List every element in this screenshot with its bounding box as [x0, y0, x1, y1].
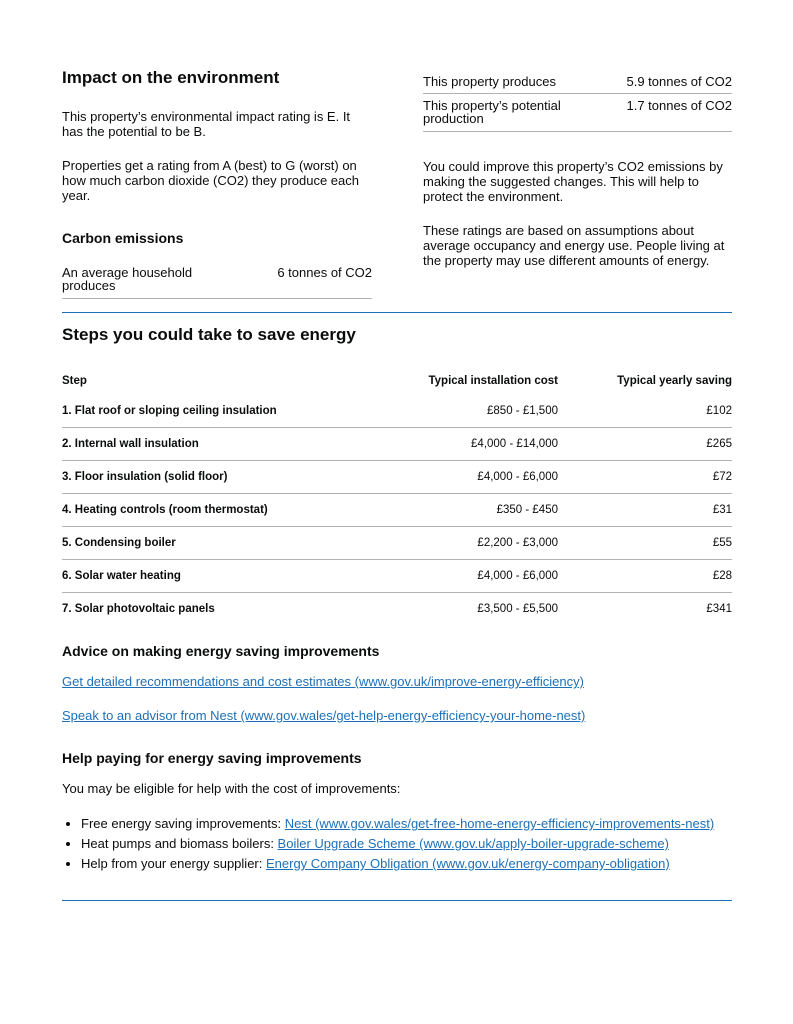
yearly-saving: £341 [706, 603, 732, 615]
impact-heading: Impact on the environment [62, 68, 280, 87]
impact-rating-text: This property’s environmental impact rating is E. It has the potential to be B. [62, 109, 351, 139]
advice-heading: Advice on making energy saving improvements [62, 643, 380, 659]
yearly-saving: £265 [706, 438, 732, 450]
yearly-saving: £102 [706, 405, 732, 417]
step-column-header: Step [62, 375, 87, 387]
yearly-saving: £31 [712, 504, 732, 516]
step-name: 6. Solar water heating [62, 570, 181, 582]
installation-cost: £350 - £450 [496, 504, 558, 516]
environment-impact-section [62, 68, 732, 308]
installation-cost: £3,500 - £5,500 [477, 603, 558, 615]
table-row [62, 395, 732, 428]
help-list [62, 814, 732, 874]
energy-company-obligation-link[interactable]: Energy Company Obligation (www.gov.uk/energy-company-obligation) [265, 856, 670, 871]
list-item [81, 834, 732, 854]
recommendations-link[interactable]: Get detailed recommendations and cost estimates (www.gov.uk/improve-energy-efficiency) [62, 674, 584, 689]
table-row [62, 527, 732, 560]
help-paying-heading: Help paying for energy saving improvements [62, 750, 362, 766]
yearly-saving: £28 [712, 570, 732, 582]
help-intro-text: You may be eligible for help with the cost of improvements: [62, 781, 401, 796]
average-household-value: 6 tonnes of CO2 [277, 265, 372, 280]
property-produces-label: This property produces [423, 74, 556, 89]
step-name: 5. Condensing boiler [62, 537, 176, 549]
installation-cost: £2,200 - £3,000 [477, 537, 558, 549]
nest-advisor-link[interactable]: Speak to an advisor from Nest (www.gov.wales/get-help-energy-efficiency-your-home-nest) [62, 708, 586, 723]
bottom-divider [62, 900, 732, 901]
step-name: 4. Heating controls (room thermostat) [62, 504, 268, 516]
installation-cost: £4,000 - £6,000 [477, 471, 558, 483]
property-produces-row [423, 75, 732, 94]
installation-cost: £850 - £1,500 [487, 405, 558, 417]
table-row [62, 494, 732, 527]
boiler-upgrade-link[interactable]: Boiler Upgrade Scheme (www.gov.uk/apply-boiler-upgrade-scheme) [277, 836, 669, 851]
installation-cost: £4,000 - £6,000 [477, 570, 558, 582]
steps-heading: Steps you could take to save energy [62, 325, 356, 344]
cost-column-header: Typical installation cost [428, 375, 558, 387]
potential-production-value: 1.7 tonnes of CO2 [626, 98, 732, 113]
steps-table [62, 367, 732, 625]
nest-improvements-link[interactable]: Nest (www.gov.wales/get-free-home-energy-efficiency-improvements-nest) [284, 816, 715, 831]
yearly-saving: £72 [712, 471, 732, 483]
step-name: 7. Solar photovoltaic panels [62, 603, 215, 615]
improve-emissions-text: You could improve this property’s CO2 emissions by making the suggested changes. This will help to protect the environment. [423, 159, 723, 204]
average-household-row [62, 266, 372, 299]
help-item-prefix: Free energy saving improvements: [81, 816, 285, 831]
list-item [81, 814, 732, 834]
steps-table-header-row [62, 367, 732, 395]
table-row [62, 560, 732, 593]
potential-production-label: This property’s potential production [423, 98, 561, 126]
impact-left-column [62, 68, 372, 293]
ratings-assumptions-text: These ratings are based on assumptions about average occupancy and energy use. People living at the property may use different amounts of energy. [423, 223, 725, 268]
installation-cost: £4,000 - £14,000 [471, 438, 558, 450]
property-produces-value: 5.9 tonnes of CO2 [626, 74, 732, 89]
table-row [62, 428, 732, 461]
table-row [62, 461, 732, 494]
list-item [81, 854, 732, 874]
section-divider [62, 312, 732, 313]
step-name: 3. Floor insulation (solid floor) [62, 471, 228, 483]
help-item-prefix: Help from your energy supplier: [81, 856, 266, 871]
step-name: 2. Internal wall insulation [62, 438, 199, 450]
carbon-emissions-heading: Carbon emissions [62, 230, 184, 246]
impact-explanation-text: Properties get a rating from A (best) to G (worst) on how much carbon dioxide (CO2) they produce each year. [62, 158, 359, 203]
table-row [62, 593, 732, 626]
yearly-saving: £55 [712, 537, 732, 549]
average-household-label: An average household produces [62, 265, 193, 293]
help-item-prefix: Heat pumps and biomass boilers: [81, 836, 278, 851]
potential-production-row [423, 99, 732, 132]
saving-column-header: Typical yearly saving [617, 375, 732, 387]
step-name: 1. Flat roof or sloping ceiling insulation [62, 405, 277, 417]
